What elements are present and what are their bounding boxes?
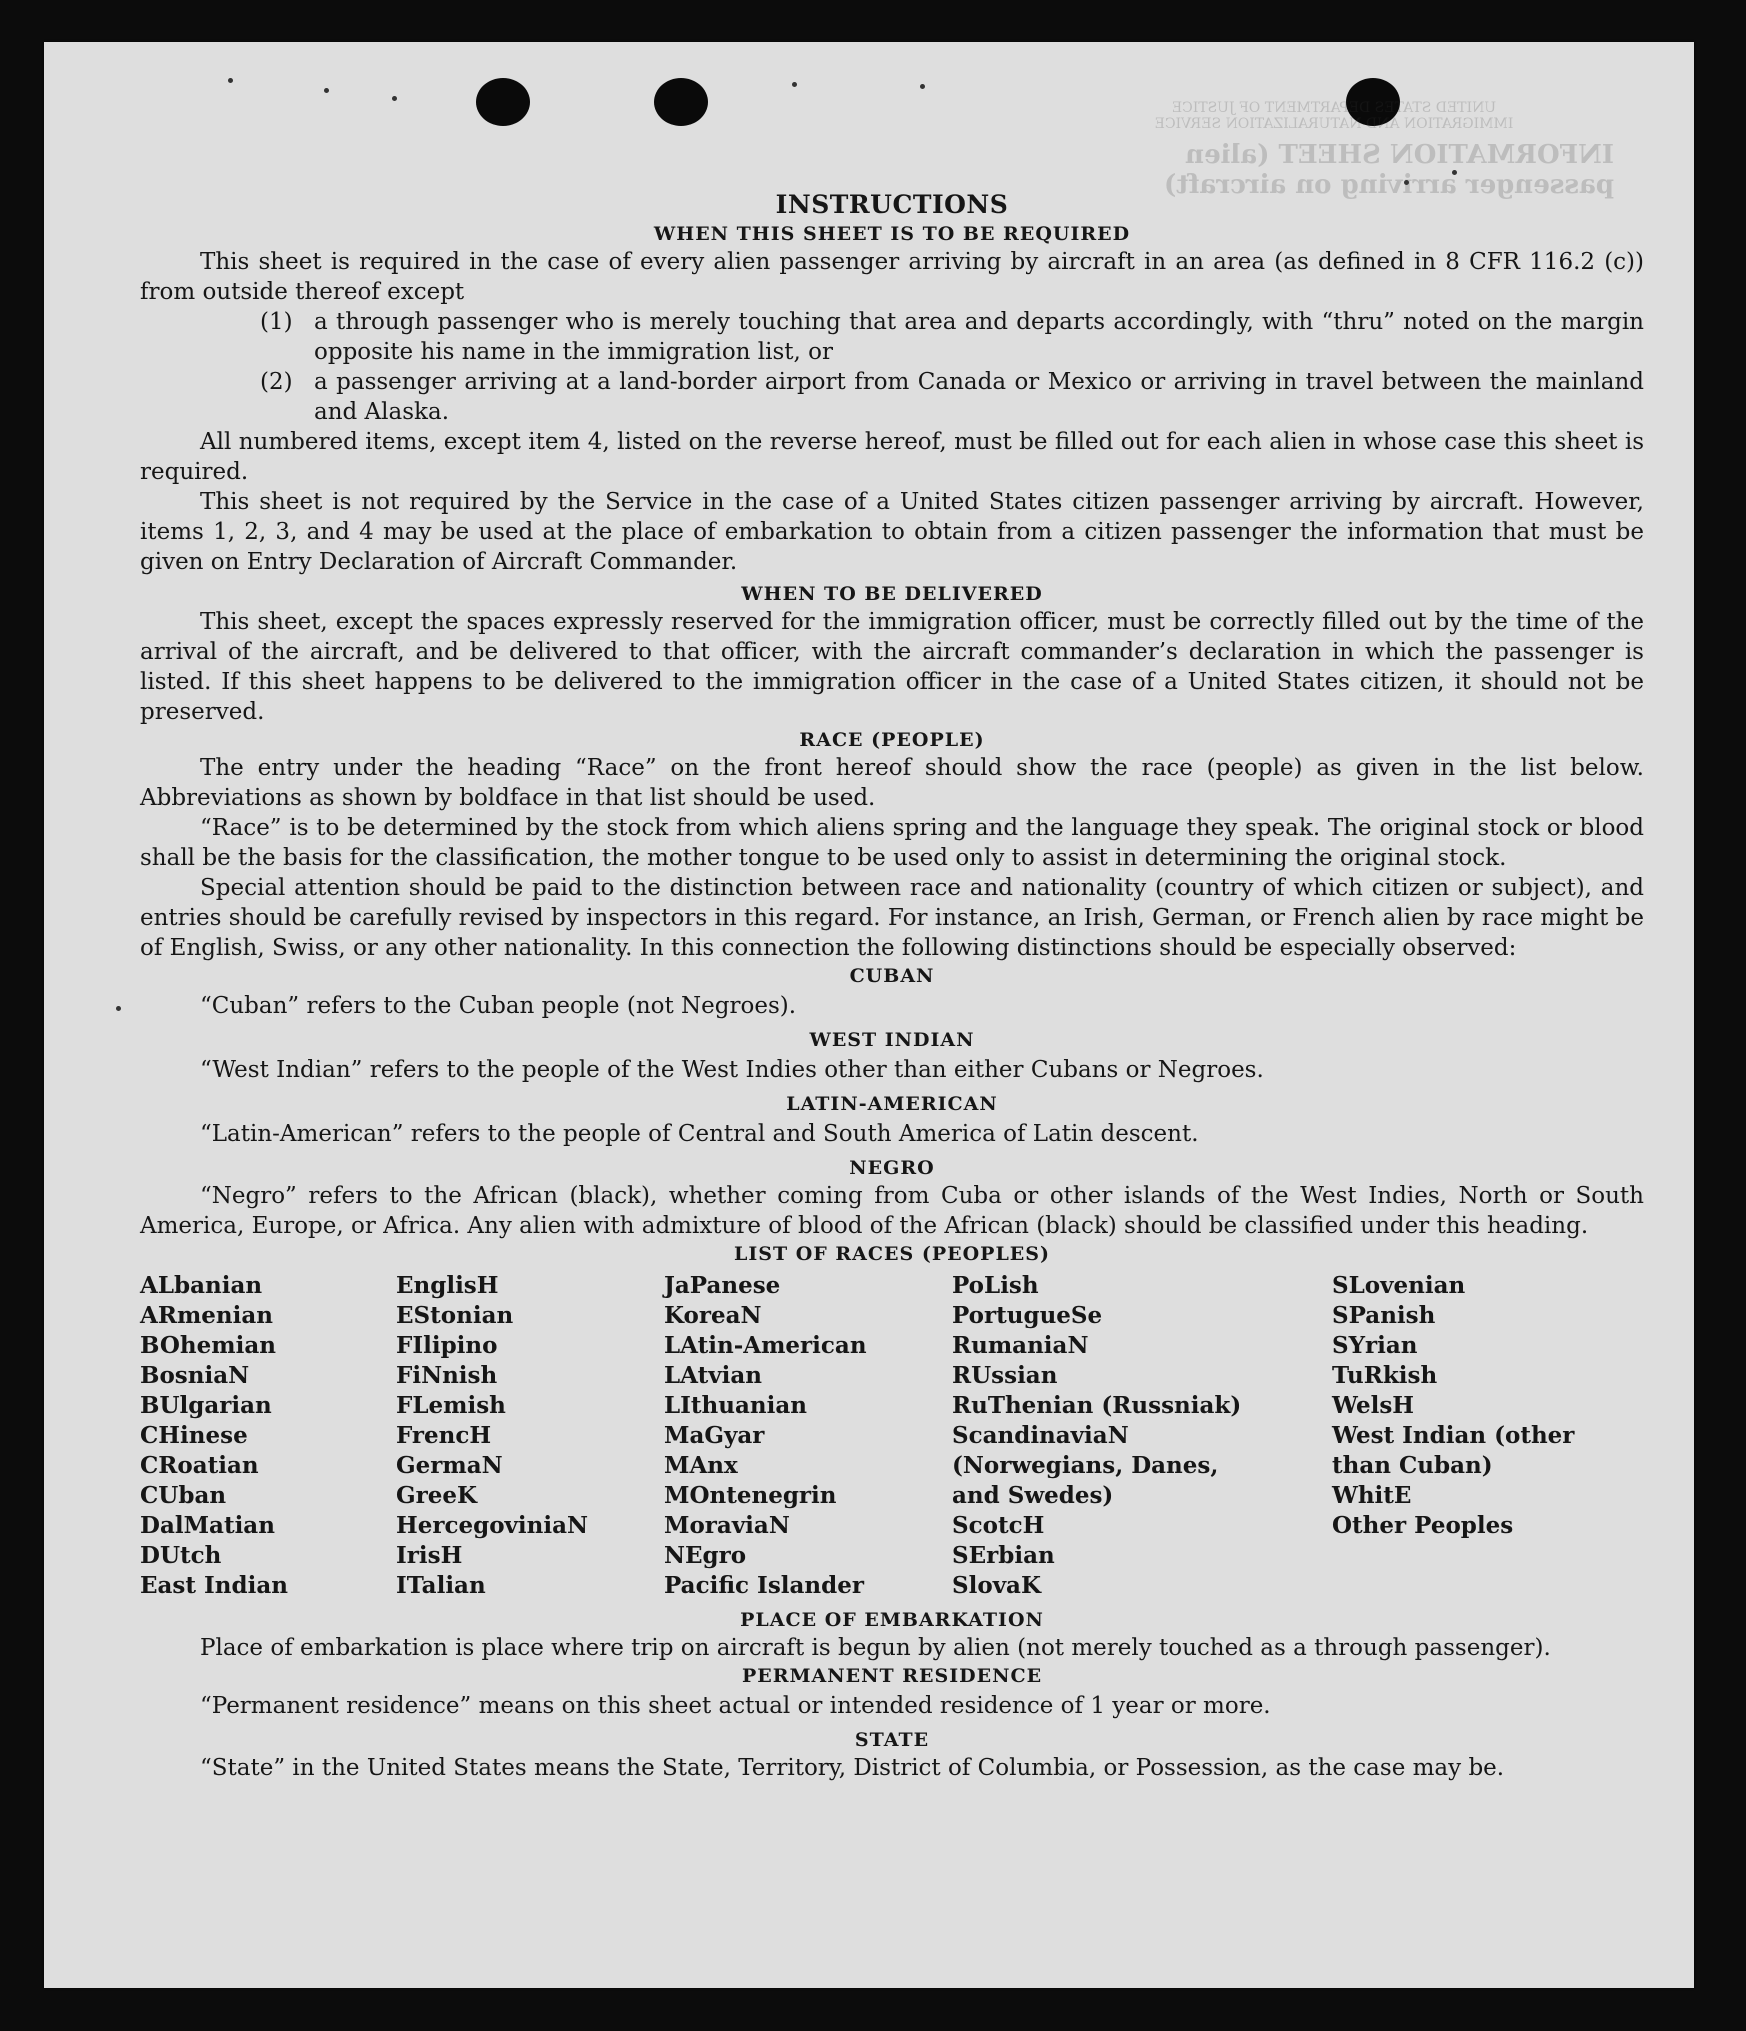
race-entry: MoraviaN — [664, 1512, 790, 1539]
section-heading-place-of-embarkation: PLACE OF EMBARKATION — [740, 1609, 1044, 1631]
race-entry: ARmenian — [140, 1302, 274, 1329]
paragraph: “Permanent residence” means on this sheet actual or intended residence of 1 year or more. — [200, 1693, 1271, 1719]
paragraph: Special attention should be paid to the distinction between race and nationality (country of which citizen or subject), and entries should be carefully revised by inspectors in this regard. For instance, an Irish, German, or French alien by race might be of English, Swiss, or any other nationality. In this connection the following distinctions should be especially observed: — [140, 875, 1644, 961]
speck — [116, 1006, 121, 1011]
race-column — [664, 1271, 952, 1601]
section-heading-list-of-races: LIST OF RACES (PEOPLES) — [734, 1243, 1050, 1265]
race-column — [952, 1271, 1332, 1601]
paragraph: This sheet is not required by the Service in the case of a United States citizen passenger arriving by aircraft. However, items 1, 2, 3, and 4 may be used at the place of embarkation to obtain from a citizen passenger the information that must be given on Entry Declaration of Aircraft Commander. — [140, 489, 1644, 575]
race-entry: West Indian (other than Cuban) — [1332, 1422, 1575, 1479]
paragraph: Place of embarkation is place where trip on aircraft is begun by alien (not merely touched as a through passenger). — [200, 1635, 1551, 1661]
race-column — [396, 1271, 664, 1601]
item-number: (2) — [260, 369, 293, 395]
race-entry: WhitE — [1332, 1482, 1412, 1509]
race-entry: CHinese — [140, 1422, 248, 1449]
race-entry: DUtch — [140, 1542, 222, 1569]
section-heading-west-indian: WEST INDIAN — [809, 1029, 975, 1051]
race-entry: ScotcH — [952, 1512, 1045, 1539]
race-entry: DalMatian — [140, 1512, 275, 1539]
section-heading-when-delivered: WHEN TO BE DELIVERED — [741, 583, 1043, 605]
race-entry: WelsH — [1332, 1392, 1415, 1419]
race-entry: FLemish — [396, 1392, 506, 1419]
race-entry: JaPanese — [664, 1272, 781, 1299]
race-entry: RumaniaN — [952, 1332, 1089, 1359]
race-entry: RuThenian (Russniak) — [952, 1392, 1242, 1419]
race-entry: LIthuanian — [664, 1392, 807, 1419]
race-entry: LAtin-American — [664, 1332, 867, 1359]
paragraph: The entry under the heading “Race” on the front hereof should show the race (people) as given in the list below. Abbreviations as shown by boldface in that list should be used. — [140, 755, 1644, 811]
instructions-content — [140, 144, 1644, 1783]
race-entry: FrencH — [396, 1422, 492, 1449]
bleed-through-line: IMMIGRATION AND NATURALIZATION SERVICE — [1154, 116, 1514, 132]
section-heading-latin-american: LATIN-AMERICAN — [786, 1093, 998, 1115]
document-page — [44, 42, 1694, 1988]
race-entry: IrisH — [396, 1542, 463, 1569]
race-entry: SErbian — [952, 1542, 1055, 1569]
punch-hole — [476, 78, 530, 126]
race-entry: ALbanian — [140, 1272, 263, 1299]
race-entry: KoreaN — [664, 1302, 762, 1329]
race-entry: MOntenegrin — [664, 1482, 837, 1509]
race-entry: MaGyar — [664, 1422, 765, 1449]
bleed-through-title: INFORMATION SHEET (alien passenger arriving on aircraft) — [1163, 140, 1614, 200]
race-entry: LAtvian — [664, 1362, 762, 1389]
race-entry: SLovenian — [1332, 1272, 1466, 1299]
race-entry: BUlgarian — [140, 1392, 272, 1419]
race-entry: BOhemian — [140, 1332, 276, 1359]
paragraph: “Race” is to be determined by the stock from which aliens spring and the language they speak. The original stock or blood shall be the basis for the classification, the mother tongue to be used only to assist in determining the original stock. — [140, 815, 1644, 871]
race-entry: EStonian — [396, 1302, 514, 1329]
race-entry: SPanish — [1332, 1302, 1436, 1329]
section-heading-state: STATE — [854, 1729, 930, 1751]
race-entry: GreeK — [396, 1482, 478, 1509]
exception-item — [140, 307, 1644, 367]
speck — [920, 84, 925, 89]
definition-text: “Latin-American” refers to the people of Central and South America of Latin descent. — [200, 1121, 1199, 1147]
speck — [392, 96, 397, 101]
race-entry: EnglisH — [396, 1272, 499, 1299]
page-title: INSTRUCTIONS — [775, 190, 1009, 219]
race-column — [1332, 1271, 1612, 1601]
speck — [324, 88, 329, 93]
definition-text: “West Indian” refers to the people of the West Indies other than either Cubans or Negroes. — [200, 1057, 1264, 1083]
speck — [792, 82, 797, 87]
bleed-through-line: UNITED STATES DEPARTMENT OF JUSTICE — [1171, 100, 1497, 116]
race-list — [140, 1271, 1644, 1601]
race-entry: BosniaN — [140, 1362, 250, 1389]
item-text: a through passenger who is merely touching that area and departs accordingly, with “thru” noted on the margin opposite his name in the immigration list, or — [314, 309, 1644, 365]
race-entry: East Indian — [140, 1572, 288, 1599]
paragraph: All numbered items, except item 4, listed on the reverse hereof, must be filled out for each alien in whose case this sheet is required. — [140, 429, 1644, 485]
section-heading-race: RACE (PEOPLE) — [799, 729, 985, 751]
race-entry: RUssian — [952, 1362, 1058, 1389]
item-text: a passenger arriving at a land-border airport from Canada or Mexico or arriving in travel between the mainland and Alaska. — [314, 369, 1644, 425]
race-entry: PoLish — [952, 1272, 1039, 1299]
race-entry: ScandinaviaN (Norwegians, Danes, and Swedes) — [952, 1422, 1219, 1509]
race-entry: MAnx — [664, 1452, 738, 1479]
race-entry: PortugueSe — [952, 1302, 1103, 1329]
section-heading-when-required: WHEN THIS SHEET IS TO BE REQUIRED — [653, 223, 1131, 245]
race-entry: SYrian — [1332, 1332, 1418, 1359]
exception-item — [140, 367, 1644, 427]
section-heading-negro: NEGRO — [849, 1157, 935, 1179]
race-entry: NEgro — [664, 1542, 747, 1569]
race-entry: SlovaK — [952, 1572, 1041, 1599]
race-entry: Pacific Islander — [664, 1572, 864, 1599]
race-column — [140, 1271, 396, 1601]
race-entry: TuRkish — [1332, 1362, 1438, 1389]
item-number: (1) — [260, 309, 293, 335]
race-entry: CRoatian — [140, 1452, 259, 1479]
race-entry: CUban — [140, 1482, 227, 1509]
race-entry: FIlipino — [396, 1332, 498, 1359]
section-heading-cuban: CUBAN — [849, 965, 935, 987]
speck — [228, 78, 233, 83]
definition-text: “Negro” refers to the African (black), whether coming from Cuba or other islands of the West Indies, North or South America, Europe, or Africa. Any alien with admixture of blood of the African (black) should be classified under this heading. — [140, 1183, 1644, 1239]
race-entry: ITalian — [396, 1572, 486, 1599]
definition-text: “Cuban” refers to the Cuban people (not Negroes). — [200, 993, 797, 1019]
paragraph: This sheet, except the spaces expressly reserved for the immigration officer, must be correctly filled out by the time of the arrival of the aircraft, and be delivered to that officer, with the aircraft commander’s declaration in which the passenger is listed. If this sheet happens to be delivered to the immigration officer in the case of a United States citizen, it should not be preserved. — [140, 609, 1644, 725]
race-entry: GermaN — [396, 1452, 503, 1479]
race-entry: Other Peoples — [1332, 1512, 1514, 1539]
paragraph: This sheet is required in the case of every alien passenger arriving by aircraft in an area (as defined in 8 CFR 116.2 (c)) from outside thereof except — [140, 249, 1644, 305]
race-entry: HercegoviniaN — [396, 1512, 589, 1539]
punch-hole — [654, 78, 708, 126]
section-heading-permanent-residence: PERMANENT RESIDENCE — [741, 1665, 1043, 1687]
race-entry: FiNnish — [396, 1362, 498, 1389]
paragraph: “State” in the United States means the State, Territory, District of Columbia, or Possession, as the case may be. — [200, 1755, 1505, 1781]
